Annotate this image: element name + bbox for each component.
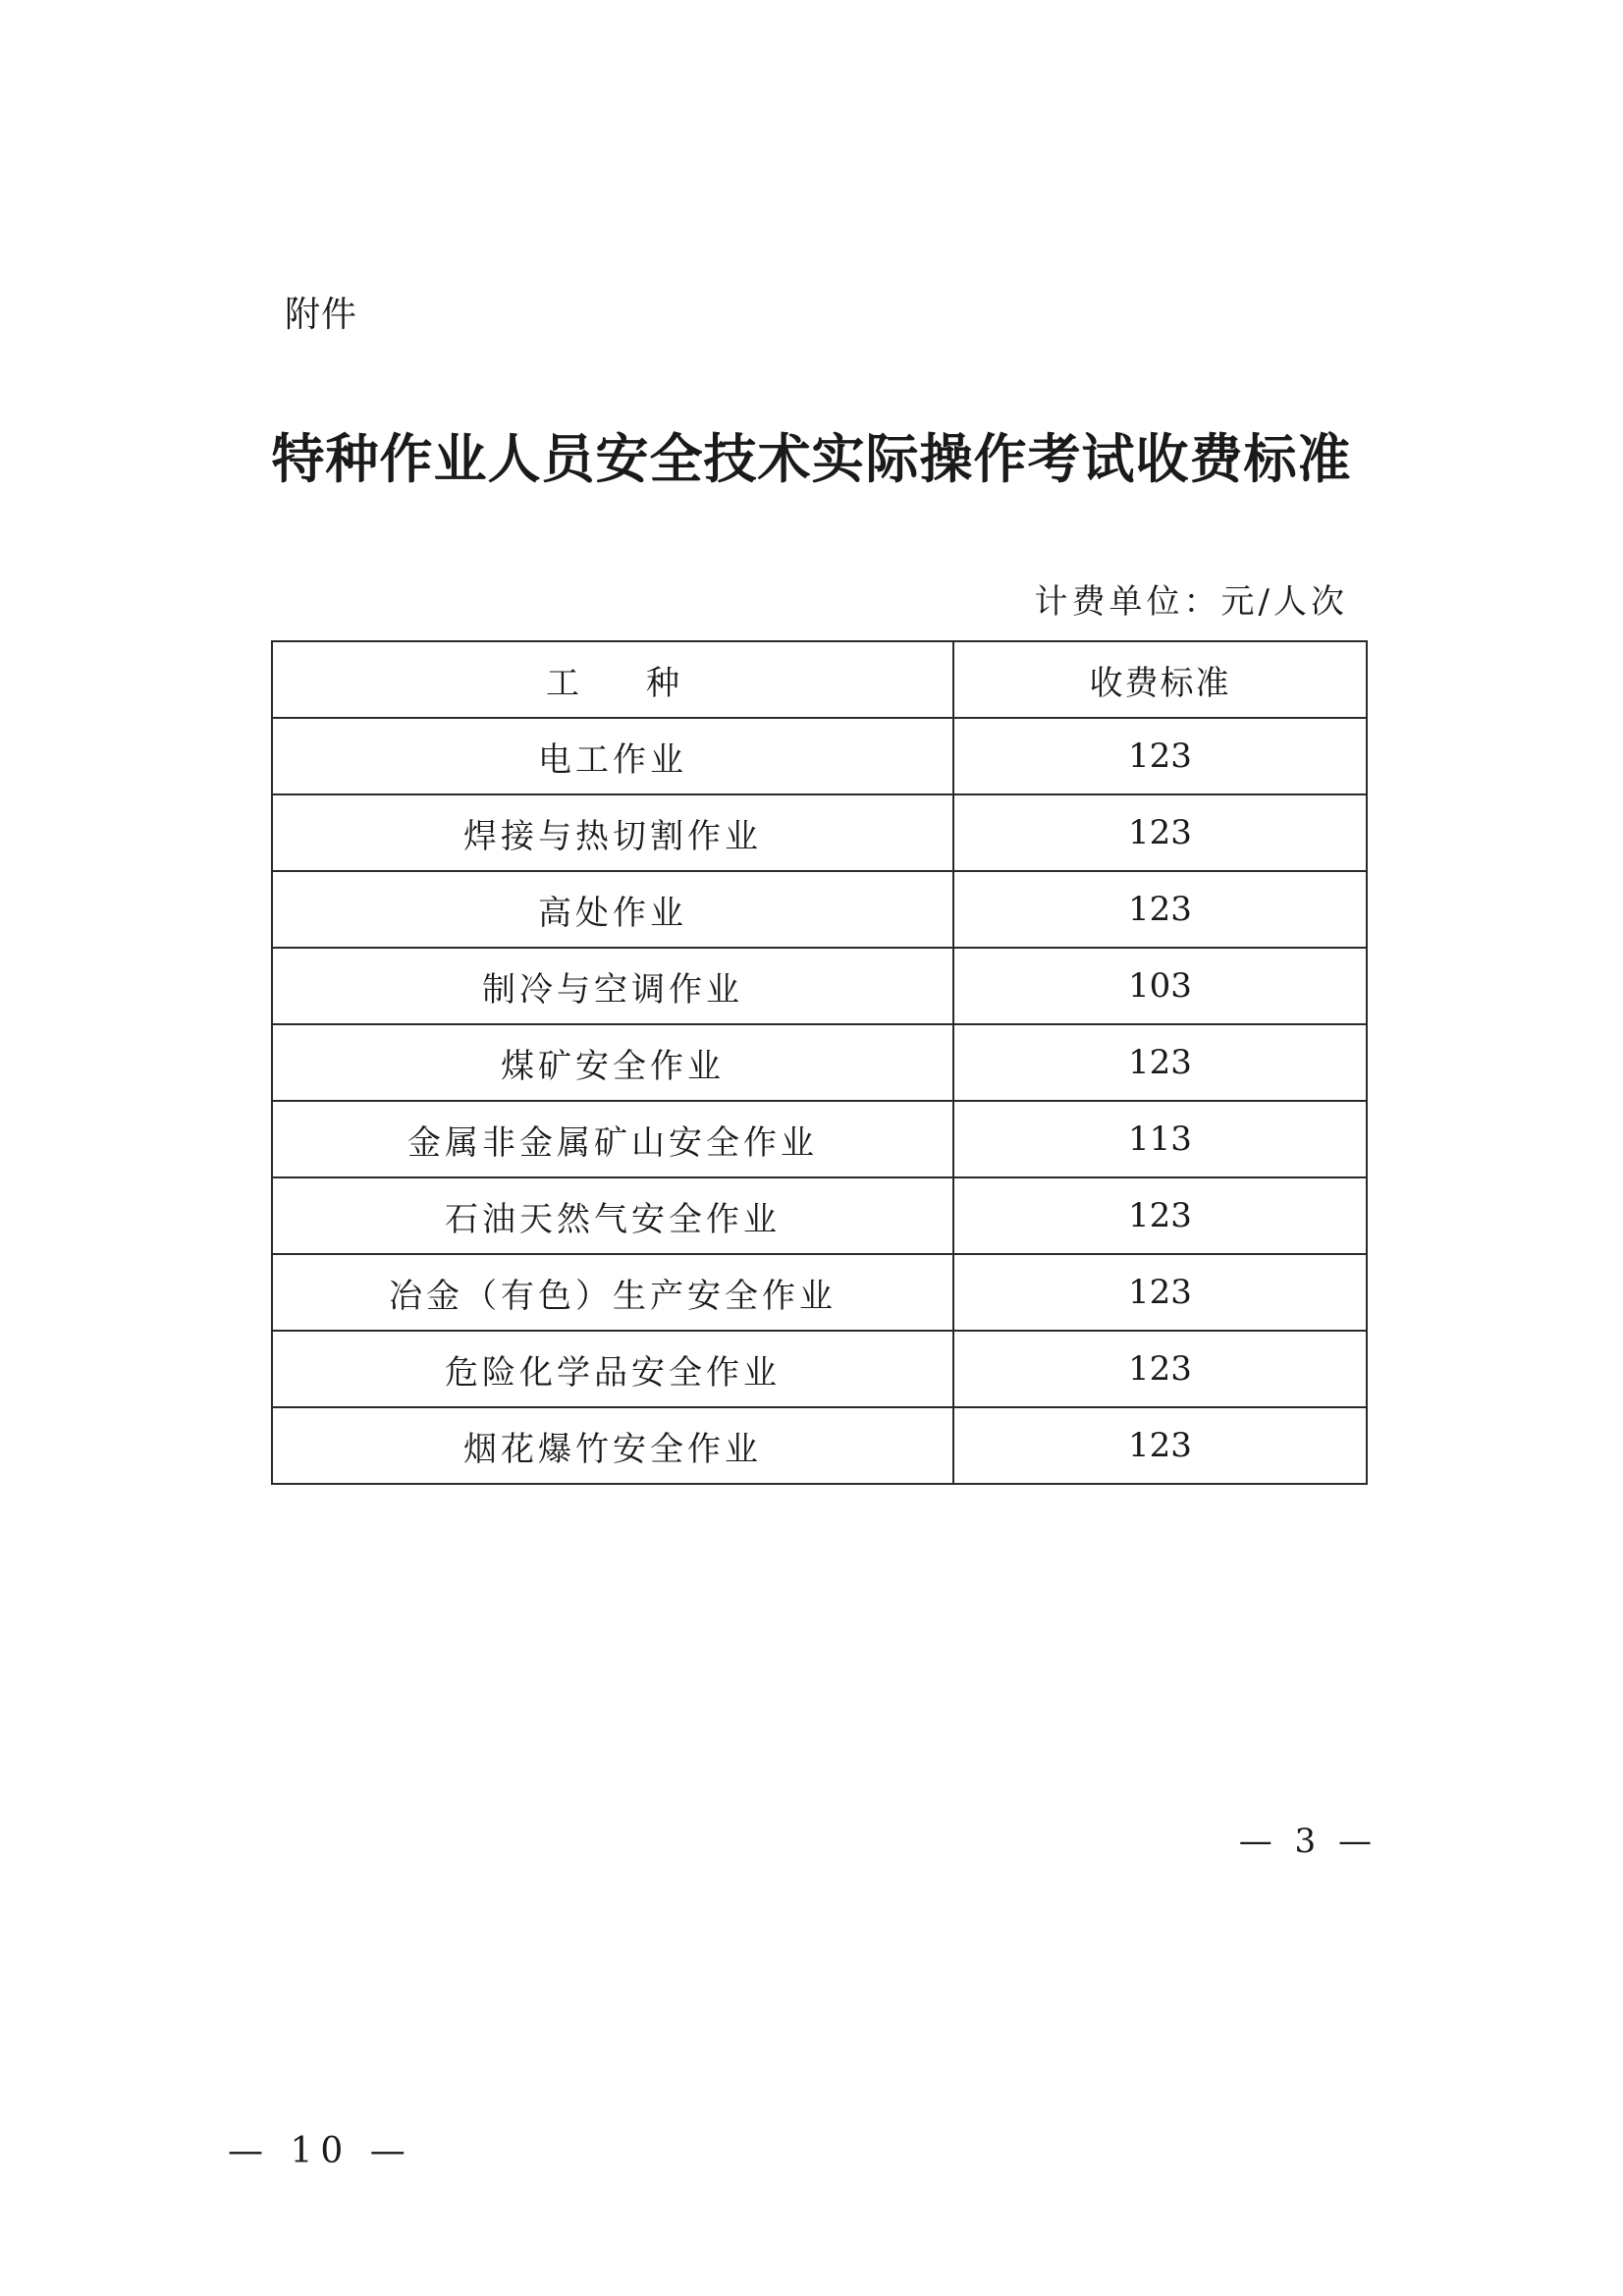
fee-cell: 123 xyxy=(953,1331,1367,1407)
header-work-type-label: 工 种 xyxy=(546,663,679,703)
work-type-cell: 制冷与空调作业 xyxy=(272,948,953,1024)
table-row xyxy=(272,1254,1367,1331)
fee-cell: 123 xyxy=(953,1407,1367,1484)
fee-cell: 103 xyxy=(953,948,1367,1024)
fee-cell: 123 xyxy=(953,1254,1367,1331)
work-type-cell: 电工作业 xyxy=(272,718,953,794)
work-type-cell: 金属非金属矿山安全作业 xyxy=(272,1101,953,1177)
table-row xyxy=(272,794,1367,871)
work-type-cell: 冶金（有色）生产安全作业 xyxy=(272,1254,953,1331)
table-row xyxy=(272,1407,1367,1484)
table-row xyxy=(272,1024,1367,1101)
work-type-cell: 石油天然气安全作业 xyxy=(272,1177,953,1254)
fee-cell: 123 xyxy=(953,794,1367,871)
work-type-cell: 煤矿安全作业 xyxy=(272,1024,953,1101)
outer-page-number: — 10 — xyxy=(228,2131,413,2171)
table-row xyxy=(272,1331,1367,1407)
work-type-cell: 危险化学品安全作业 xyxy=(272,1331,953,1407)
fee-cell: 123 xyxy=(953,871,1367,948)
table-row xyxy=(272,718,1367,794)
table-row xyxy=(272,871,1367,948)
inner-page-number: — 3 — xyxy=(1238,1822,1378,1861)
fee-cell: 123 xyxy=(953,718,1367,794)
table-row xyxy=(272,1177,1367,1254)
work-type-cell: 烟花爆竹安全作业 xyxy=(272,1407,953,1484)
fee-cell: 113 xyxy=(953,1101,1367,1177)
attachment-label: 附件 xyxy=(285,295,358,335)
fee-cell: 123 xyxy=(953,1177,1367,1254)
table-row xyxy=(272,948,1367,1024)
table-header-row xyxy=(272,641,1367,718)
header-work-type xyxy=(272,641,953,718)
fee-standard-table xyxy=(271,640,1368,1485)
table-row xyxy=(272,1101,1367,1177)
fee-cell: 123 xyxy=(953,1024,1367,1101)
work-type-cell: 焊接与热切割作业 xyxy=(272,794,953,871)
billing-unit-note: 计费单位：元/人次 xyxy=(1034,582,1348,622)
work-type-cell: 高处作业 xyxy=(272,871,953,948)
document-title: 特种作业人员安全技术实际操作考试收费标准 xyxy=(271,428,1352,490)
header-fee-standard: 收费标准 xyxy=(953,641,1367,718)
